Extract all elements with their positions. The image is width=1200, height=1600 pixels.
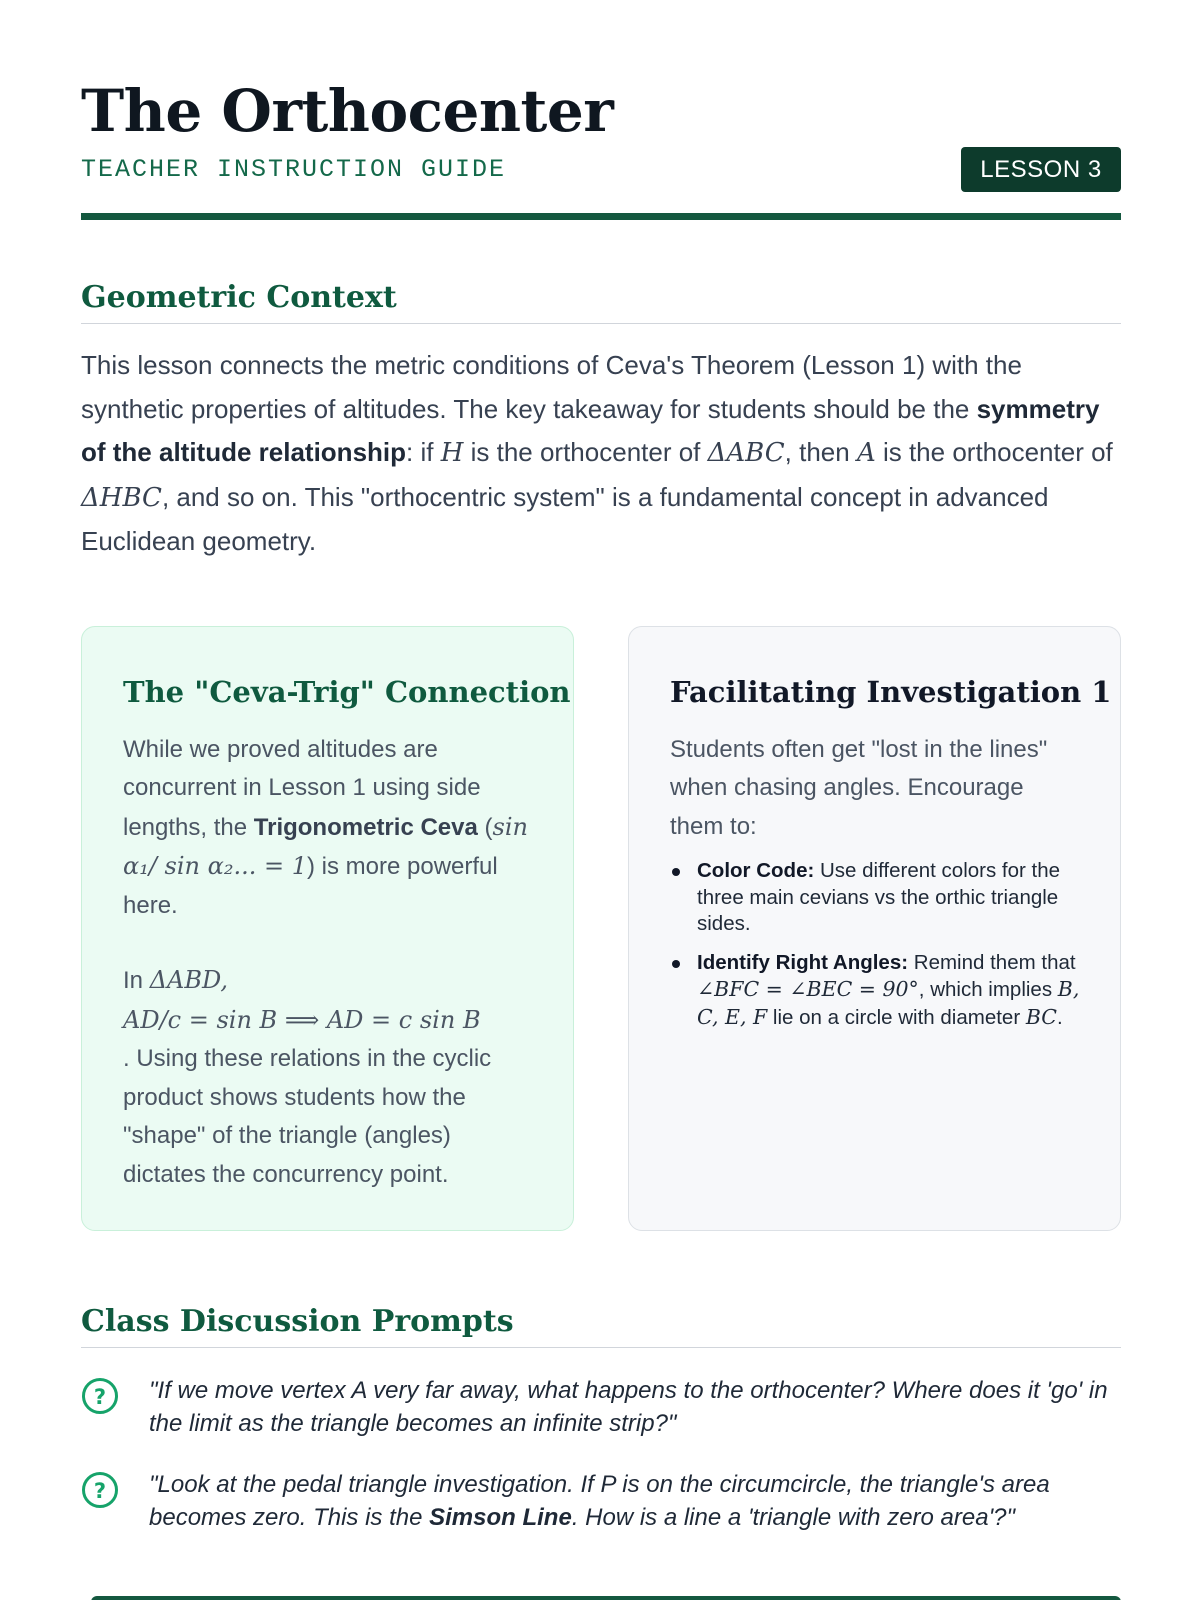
- section-heading-prompts: Class Discussion Prompts: [81, 1307, 1121, 1348]
- context-text: , then: [784, 437, 857, 467]
- prompt-emphasis: Simson Line: [429, 1504, 572, 1531]
- ceva-card-heading: The "Ceva-Trig" Connection: [123, 675, 571, 709]
- list-item-text: lie on a circle with diameter: [767, 1005, 1026, 1029]
- investigation-card-heading: Facilitating Investigation 1: [670, 675, 1112, 709]
- math-triangle-hbc: ΔHBC: [81, 482, 162, 513]
- ceva-card-example: [123, 961, 533, 1194]
- discussion-prompt: [81, 1374, 1121, 1440]
- prompt-text: [149, 1468, 1121, 1534]
- math-triangle-abc: ΔABC: [707, 438, 785, 468]
- context-emphasis: symmetry of the altitude relationship: [81, 393, 1100, 467]
- context-text: , and so on. This "orthocentric system" is a fundamental concept in advanced Euclidean geometry.: [81, 481, 1049, 556]
- investigation-list: [670, 858, 1080, 1031]
- ceva-text: While we proved altitudes are concurrent in Lesson 1 using side lengths, the: [123, 735, 481, 841]
- svg-text:?: ?: [93, 1479, 107, 1503]
- svg-text:?: ?: [93, 1385, 107, 1409]
- prompt-text-part: "Look at the pedal triangle investigation. If P is on the circumcircle, the triangle's area becomes zero. This is the: [149, 1471, 1050, 1531]
- math-trig-ceva: sin α₁/ sin α₂... = 1: [123, 812, 528, 881]
- ceva-text: ) is more powerful here.: [123, 853, 498, 919]
- prompt-text-part: . How is a line a 'triangle with zero area'?": [571, 1504, 1016, 1531]
- list-item: [670, 950, 1080, 1032]
- discussion-prompt: [81, 1468, 1121, 1534]
- lesson-badge: LESSON 3: [961, 147, 1121, 192]
- list-item-label: Color Code:: [697, 859, 815, 883]
- ceva-text: . Using these relations in the cyclic product shows students how the "shape" of the triangle (angles) dictates the concurrency point.: [123, 1045, 492, 1188]
- ceva-trig-card: [81, 626, 574, 1231]
- list-item: [670, 858, 1080, 938]
- ceva-emphasis: Trigonometric Ceva: [253, 813, 478, 841]
- header-divider: [81, 213, 1121, 220]
- ceva-card-paragraph: [123, 731, 533, 926]
- question-circle-icon: [81, 1471, 119, 1509]
- context-text: is the orthocenter of: [463, 437, 708, 467]
- list-item-text: Remind them that: [908, 950, 1076, 974]
- math-var-a: A: [856, 438, 876, 468]
- section-heading-context: Geometric Context: [81, 283, 1121, 324]
- context-text: : if: [406, 437, 441, 467]
- list-item-text: Use different colors for the three main cevians vs the orthic triangle sides.: [697, 859, 1061, 936]
- list-item-label: Identify Right Angles:: [697, 950, 909, 974]
- list-item-text: , which implies: [918, 978, 1058, 1002]
- context-text: This lesson connects the metric conditions of Ceva's Theorem (Lesson 1) with the synthetic properties of altitudes. The key takeaway for students should be the: [81, 350, 1022, 424]
- investigation-card: [628, 626, 1121, 1231]
- math-ad-relation: AD/c = sin B ⟹ AD = c sin B: [123, 1005, 481, 1034]
- page-title: The Orthocenter: [81, 77, 614, 145]
- context-text: is the orthocenter of: [875, 437, 1113, 467]
- math-diameter: BC: [1025, 1004, 1057, 1029]
- list-item-text: .: [1057, 1005, 1063, 1029]
- prompt-text: "If we move vertex A very far away, what happens to the orthocenter? Where does it 'go' in the limit as the triangle becomes an infinite strip?": [149, 1377, 1108, 1437]
- math-right-angles: ∠BFC = ∠BEC = 90°: [697, 977, 919, 1002]
- math-points: B, C, E, F: [697, 977, 1080, 1029]
- ceva-text: (: [477, 813, 493, 841]
- question-circle-icon: [81, 1377, 119, 1415]
- context-paragraph: [81, 344, 1121, 564]
- ceva-text: In: [123, 967, 150, 995]
- math-triangle-abd: ΔABD,: [149, 966, 229, 995]
- math-var-h: H: [440, 438, 464, 468]
- page-subtitle: TEACHER INSTRUCTION GUIDE: [81, 155, 507, 184]
- investigation-intro: Students often get "lost in the lines" when chasing angles. Encourage them to:: [670, 735, 1048, 840]
- next-section-edge: [91, 1596, 1121, 1600]
